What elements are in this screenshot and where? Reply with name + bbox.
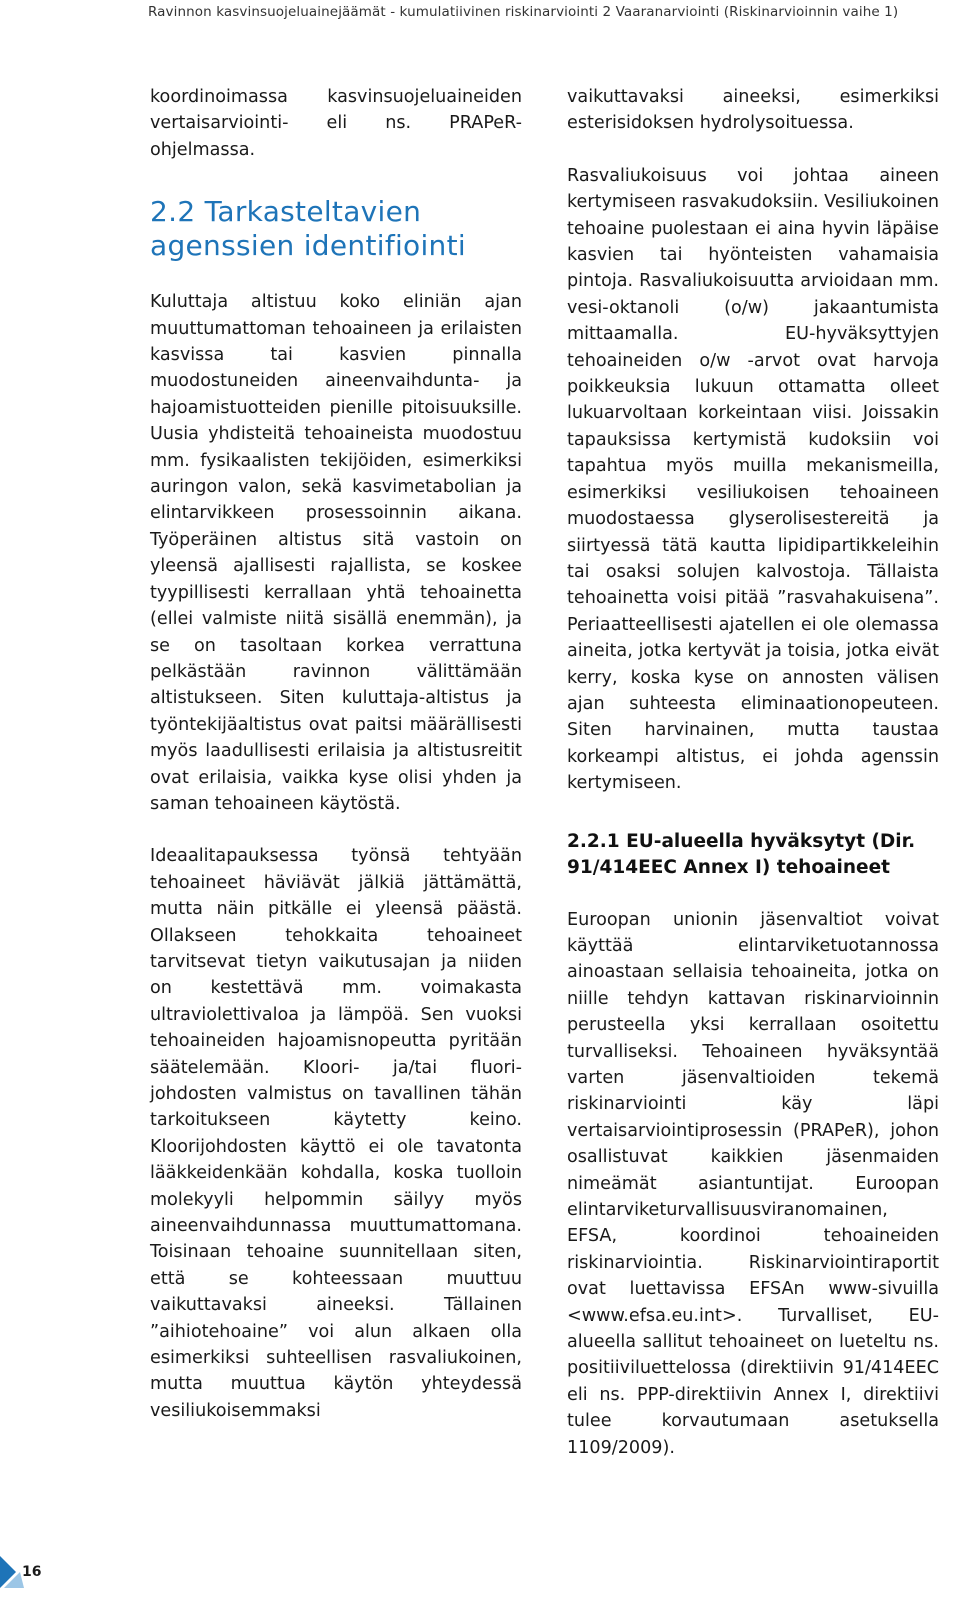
body-paragraph: Ideaalitapauksessa työnsä tehtyään tehoaineet häviävät jälkiä jättämättä, mutta näin pitkälle ei yleensä päästä. Ollakseen tehokkaita tehoaineet tarvitsevat tietyn vaikutusajan ja niiden on kestettävä mm. voimakasta ultraviolettivaloa ja lämpöä. Sen vuoksi tehoaineiden hajoamisnopeutta pyritään säätelemään. Kloori- ja/tai fluori-johdosten valmistus on tavallinen tähän tarkoitukseen käytetty keino. Kloorijohdosten käyttö ei ole tavatonta lääkkeidenkään kohdalla, koska tuolloin molekyyli helpommin säilyy myös aineenvaihdunnassa muuttumattomana. Toisinaan tehoaine suunnitellaan siten, että se kohteessaan muuttuu vaikuttavaksi aineeksi. Tällainen ”aihiotehoaine” voi alun alkaen olla esimerkiksi suhteellisen rasvaliukoinen, mutta muuttua käytön yhteydessä vesiliukoisemmaksi bbox=[150, 846, 522, 1421]
body-paragraph: Euroopan unionin jäsenvaltiot voivat käyttää elintarviketuotannossa ainoastaan sellaisia tehoaineita, jotka on niille tehdyn kattavan riskinarvioinnin perusteella yksi kerrallaan osoitettu turvalliseksi. Tehoaineen hyväksyntää varten jäsenvaltioiden tekemä riskinarviointi käy läpi vertaisarviointiprosessin (PRAPeR), johon osallistuvat kaikkien jäsenmaiden nimeämät asiantuntijat. Euroopan elintarviketurvallisuusviranomainen, EFSA, koordinoi tehoaineiden riskinarviointia. Riskinarviointiraportit ovat luettavissa EFSAn www-sivuilla <www.efsa.eu.int>. Turvalliset, EU-alueella sallitut tehoaineet on lueteltu ns. positiiviluettelossa (direktiivin 91/414EEC eli ns. PPP-direktiivin Annex I, direktiivi tulee korvautumaan asetuksella 1109/2009). bbox=[567, 909, 939, 1458]
page-number-badge bbox=[0, 1556, 52, 1588]
subsection-heading: 2.2.1 EU-alueella hyväksytyt (Dir. 91/414EEC Annex I) tehoaineet bbox=[567, 830, 916, 878]
section-heading: 2.2 Tarkasteltavien agenssien identifiointi bbox=[150, 195, 466, 263]
continued-paragraph: vaikuttavaksi aineeksi, esimerkiksi esterisidoksen hydrolysoituessa. bbox=[567, 87, 939, 134]
body-paragraph: Kuluttaja altistuu koko eliniän ajan muuttumattoman tehoaineen ja erilaisten kasvissa tai kasvien pinnalla muodostuneiden aineenvaihdunta- ja hajoamistuotteiden pienille pitoisuuksille. Uusia yhdisteitä tehoaineista muodostuu mm. fysikaalisten tekijöiden, esimerkiksi auringon valon, sekä kasvimetabolian ja elintarvikkeen prosessoinnin aikana. Työperäinen altistus sitä vastoin on yleensä ajallisesti rajallista, se koskee tyypillisesti kerrallaan yhtä tehoainetta (ellei valmiste niitä sisällä enemmän), ja se on tasoltaan korkea verrattuna pelkästään ravinnon välittämään altistukseen. Siten kuluttaja-altistus ja työntekijäaltistus ovat paitsi määrällisesti myös laadullisesti erilaisia ja altistusreitit ovat erilaisia, vaikka kyse olisi yhden ja saman tehoaineen käytöstä. bbox=[150, 292, 522, 814]
right-column bbox=[567, 84, 939, 1461]
intro-paragraph: koordinoimassa kasvinsuojeluaineiden vertaisarviointi- eli ns. PRAPeR-ohjelmassa. bbox=[150, 87, 522, 160]
body-paragraph: Rasvaliukoisuus voi johtaa aineen kertymiseen rasvakudoksiin. Vesiliukoinen tehoaine puolestaan ei aina hyvin läpäise kasvien tai hyönteisten vahamaisia pintoja. Rasvaliukoisuutta arvioidaan mm. vesi-oktanoli (o/w) jakaantumista mittaamalla. EU-hyväksyttyjen tehoaineiden o/w -arvot ovat harvoja poikkeuksia lukuun ottamatta olleet lukuarvoltaan korkeintaan viisi. Joissakin tapauksissa kertymistä kudoksiin voi tapahtua myös muilla mekanismeilla, esimerkiksi vesiliukoisen tehoaineen muodostaessa glyserolisestereitä ja siirtyessä tätä kautta lipidipartikkeleihin tai osaksi solujen kalvostoja. Tällaista tehoainetta voisi pitää ”rasvahakuisena”. Periaatteellisesti ajatellen ei ole olemassa aineita, jotka kertyvät ja toisia, jotka eivät kerry, koska kyse on annosten välisen ajan suhteesta eliminaationopeuteen. Siten harvinainen, mutta taustaa korkeampi altistus, ei johda agenssin kertymiseen. bbox=[567, 165, 939, 794]
running-header: Ravinnon kasvinsuojeluainejäämät - kumulatiivinen riskinarviointi 2 Vaaranarviointi (Riskinarvioinnin vaihe 1) bbox=[148, 4, 899, 20]
page-number: 16 bbox=[22, 1564, 42, 1580]
left-column bbox=[150, 84, 522, 1424]
